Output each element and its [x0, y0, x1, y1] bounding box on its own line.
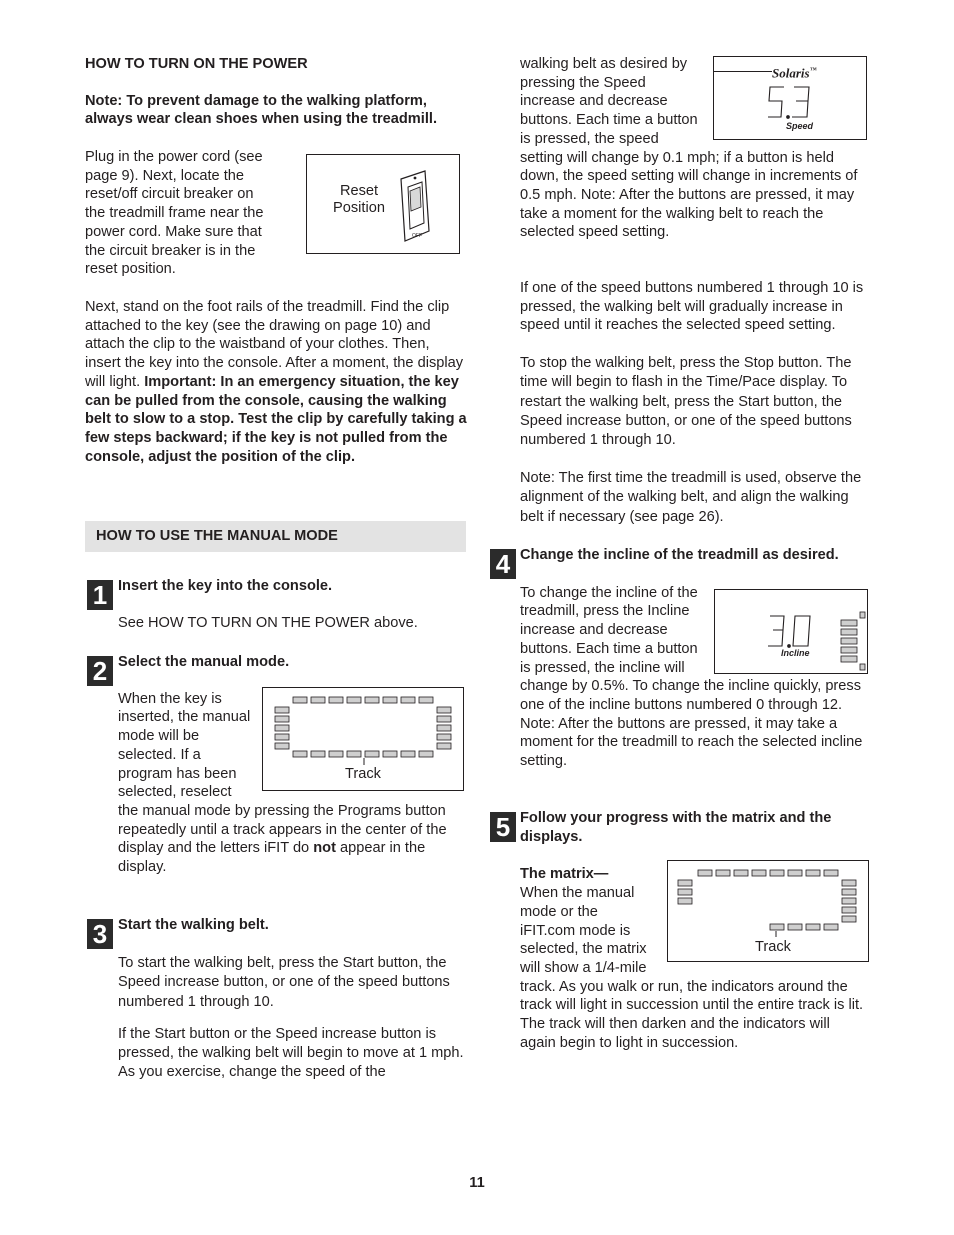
step-5-matrix-title: The matrix—	[520, 866, 609, 883]
step-3-text-1: To start the walking belt, press the Start button, the Speed increase button, or one of the speed buttons numbered 1 through 10.	[118, 954, 450, 1010]
step-2-title: Select the manual mode.	[118, 654, 290, 670]
power-para2	[85, 298, 467, 466]
power-note: Note: To prevent damage to the walking platform, always wear clean shoes when using the treadmill.	[85, 92, 437, 128]
incline-digits	[767, 614, 817, 650]
incline-bars-icon	[839, 608, 867, 672]
reset-label-1: Reset	[339, 183, 379, 199]
power-para1-text: Plug in the power cord (see page 9). Next, locate the reset/off circuit breaker on the treadmill frame near the power cord. Make sure that the circuit breaker is in the reset position.	[85, 149, 264, 278]
right-cont-4-text: Note: The first time the treadmill is used, observe the alignment of the walking belt, and align the walking belt if necessary (see page 26).	[520, 470, 862, 525]
speed-digits	[766, 85, 816, 121]
step-1-number: 1	[87, 580, 113, 610]
right-cont-2-text: If one of the speed buttons numbered 1 through 10 is pressed, the walking belt will gradually increase in speed until it reaches the selected speed setting.	[520, 280, 864, 334]
step-5-number: 5	[490, 812, 516, 842]
track-figure-2	[667, 860, 869, 962]
step-3-number: 3	[87, 919, 113, 949]
track-label-2: Track	[755, 939, 791, 956]
incline-value: 3.0	[767, 613, 769, 615]
step-3-title: Start the walking belt.	[118, 917, 269, 933]
heading-manual-box	[85, 521, 466, 552]
right-cont-1-text: walking belt as desired by pressing the Speed increase and decrease buttons. Each time a button is pressed, the speed setting will change by 0.1 mph; if a button is held down, the speed setting will change in increments of 0.5 mph. Note: After the buttons are pressed, it may take a moment for the walking belt to reach the selected speed setting.	[520, 56, 858, 241]
step-4	[520, 546, 868, 771]
step-1-title: Insert the key into the console.	[118, 578, 333, 594]
incline-display	[714, 589, 868, 674]
step-2-text: When the key is inserted, the manual mode will be selected. If a program has been selected, reselect the manual mode by pressing the Programs button repeatedly until a track appears in the center of the display and the letters iFIT do not appear in the display.	[118, 690, 447, 876]
speed-label: Speed	[786, 121, 814, 131]
reset-figure	[306, 154, 460, 254]
step-4-text: To change the incline of the treadmill, press the Incline increase and decrease buttons. Each time a button is pressed, the incline will change by 0.5%. To change the incline quickly, press one of the incline buttons numbered 0 through 12. Note: After the buttons are pressed, it may take a moment for the treadmill to reach the selected incline setting.	[520, 584, 863, 770]
right-cont-3-text: To stop the walking belt, press the Stop button. The time will begin to flash in the Time/Pace display. To restart the walking belt, press the Start button, the Speed increase button, or one of the speed buttons numbered 1 through 10.	[520, 355, 852, 448]
power-para2-normal: Next, stand on the foot rails of the treadmill. Find the clip attached to the key (see the drawing on page 10) and attach the clip to the waistband of your clothes. Then, insert the key into the console. After a moment, the display will light.	[85, 299, 464, 390]
speed-value: 5.3	[766, 85, 768, 86]
speed-brand: Solaris™	[772, 65, 817, 81]
power-para1	[85, 148, 275, 279]
right-cont-1	[520, 55, 867, 242]
speed-display	[713, 56, 867, 140]
reset-label-2: Position	[333, 200, 385, 216]
step-4-title: Change the incline of the treadmill as desired.	[520, 547, 839, 563]
heading-manual: HOW TO USE THE MANUAL MODE	[96, 528, 338, 544]
incline-label: Incline	[781, 647, 810, 658]
step-3-text-2: If the Start button or the Speed increase button is pressed, the walking belt will begin to move at 1 mph. As you exercise, change the speed of the	[118, 1026, 464, 1081]
step-5-text: When the manual mode or the iFIT.com mode is selected, the matrix will show a 1/4-mile track. As you walk or run, the indicators around the track will light in succession until the entire track is lit. The track will then darken and the indicators will again begin to light in succession.	[520, 885, 864, 1051]
step-3	[118, 916, 464, 1082]
step-1-text: See HOW TO TURN ON THE POWER above.	[118, 614, 418, 631]
heading-power: HOW TO TURN ON THE POWER	[85, 56, 308, 72]
step-1	[118, 577, 463, 632]
power-para2-bold: Important: In an emergency situation, the key can be pulled from the console, causing the walking belt to slow to a stop. Test the clip by carefully taking a few steps backward; if the key is not pulled from the console, adjust the position of the clip.	[85, 373, 467, 465]
step-4-number: 4	[490, 549, 516, 579]
step-2-number: 2	[87, 656, 113, 686]
page-number: 11	[469, 1175, 485, 1191]
track-figure-1	[262, 687, 464, 791]
svg-text:OFF: OFF	[412, 233, 422, 239]
circuit-breaker-icon	[395, 167, 435, 247]
section-power	[85, 55, 467, 129]
speed-display-line	[714, 71, 772, 72]
step-5	[520, 809, 869, 1052]
step-5-title: Follow your progress with the matrix and the displays.	[520, 810, 832, 845]
right-cont-2	[520, 279, 870, 527]
step-2	[118, 653, 464, 877]
track-label-1: Track	[345, 765, 381, 782]
